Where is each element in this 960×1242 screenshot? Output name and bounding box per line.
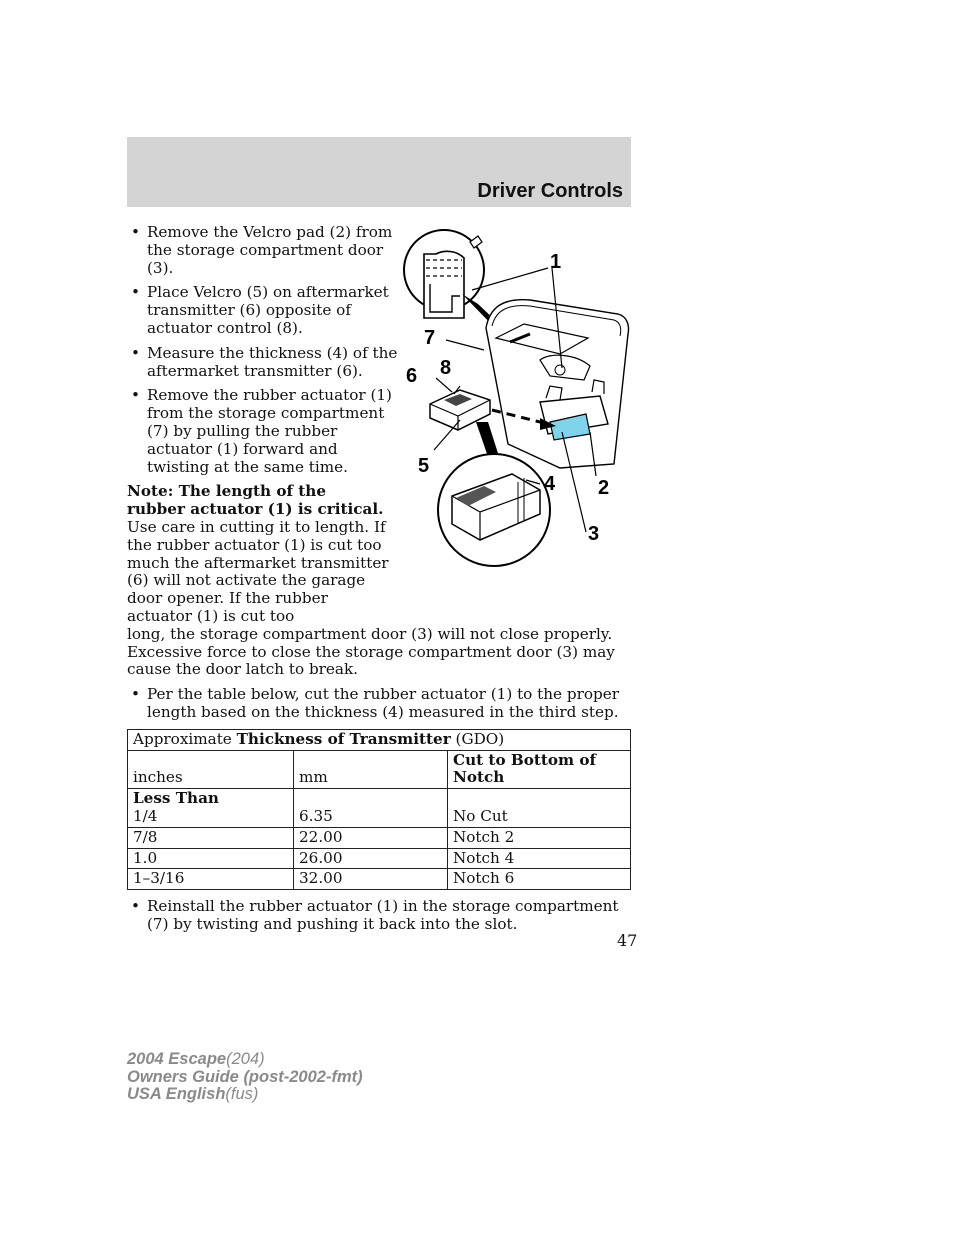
callout-2: 2 [598, 477, 610, 499]
table-row [128, 848, 631, 869]
table-cell: Notch 2 [448, 827, 631, 848]
list-item: • Place Velcro (5) on aftermarket transmitter (6) opposite of actuator control (8). [127, 284, 399, 337]
list-item: • Per the table below, cut the rubber actuator (1) to the proper length based on the thickness (4) measured in the third step. [127, 686, 631, 722]
callout-7: 7 [424, 327, 436, 349]
table-cell: 6.35 [294, 789, 448, 828]
table-cell: 1.0 [128, 848, 294, 869]
table-row [128, 827, 631, 848]
list-item: • Remove the Velcro pad (2) from the storage compartment door (3). [127, 224, 399, 277]
header-mm: mm [294, 750, 448, 789]
header-band [127, 137, 631, 207]
table-cell: 32.00 [294, 869, 448, 890]
footer-language-code: (fus) [225, 1085, 259, 1103]
note-text-continued: long, the storage compartment door (3) will not close properly. Excessive force to close the storage compartment door (3) may cause the door latch to break. [127, 624, 615, 679]
thickness-table [127, 729, 631, 890]
list-item: • Measure the thickness (4) of the aftermarket transmitter (6). [127, 345, 399, 381]
note-text: Use care in cutting it to length. If the rubber actuator (1) is cut too much the aftermarket transmitter (6) will not activate the garage door opener. If the rubber actuator (1) is cut too [127, 517, 389, 625]
table-cell: No Cut [448, 789, 631, 828]
table-cell: Less Than 1/4 [128, 789, 294, 828]
note-paragraph [127, 483, 631, 679]
list-item: • Reinstall the rubber actuator (1) in the storage compartment (7) by twisting and pushing it back into the slot. [127, 898, 631, 934]
page-number: 47 [617, 931, 638, 950]
table-cell: 26.00 [294, 848, 448, 869]
footer-model: 2004 Escape [127, 1050, 227, 1068]
footer-guide: Owners Guide (post-2002-fmt) [127, 1067, 363, 1086]
table-cell: 1–3/16 [128, 869, 294, 890]
list-item: • Remove the rubber actuator (1) from the storage compartment (7) by pulling the rubber actuator (1) forward and twisting at the same time. [127, 387, 399, 476]
callout-4: 4 [544, 473, 556, 495]
table-caption-row [128, 729, 631, 750]
callout-5: 5 [418, 455, 430, 477]
table-cell: Notch 4 [448, 848, 631, 869]
table-cell: 22.00 [294, 827, 448, 848]
table-caption: Approximate Thickness of Transmitter (GDO) [128, 729, 631, 750]
footer [127, 1051, 363, 1104]
page-body [127, 224, 631, 941]
callout-1: 1 [550, 251, 562, 273]
table-cell: 7/8 [128, 827, 294, 848]
less-than-label: Less Than [133, 789, 219, 808]
section-title: Driver Controls [477, 180, 623, 202]
header-inches: inches [128, 750, 294, 789]
table-row [128, 789, 631, 828]
table-row [128, 869, 631, 890]
callout-6: 6 [406, 365, 418, 387]
table-header-row [128, 750, 631, 789]
footer-model-code: (204) [226, 1050, 265, 1068]
callout-8: 8 [440, 357, 452, 379]
callout-3: 3 [588, 523, 600, 545]
header-cut: Cut to Bottom of Notch [448, 750, 631, 789]
footer-language: USA English [127, 1085, 226, 1103]
table-cell: Notch 6 [448, 869, 631, 890]
note-heading: Note: The length of the rubber actuator (1) is critical. [127, 482, 384, 519]
